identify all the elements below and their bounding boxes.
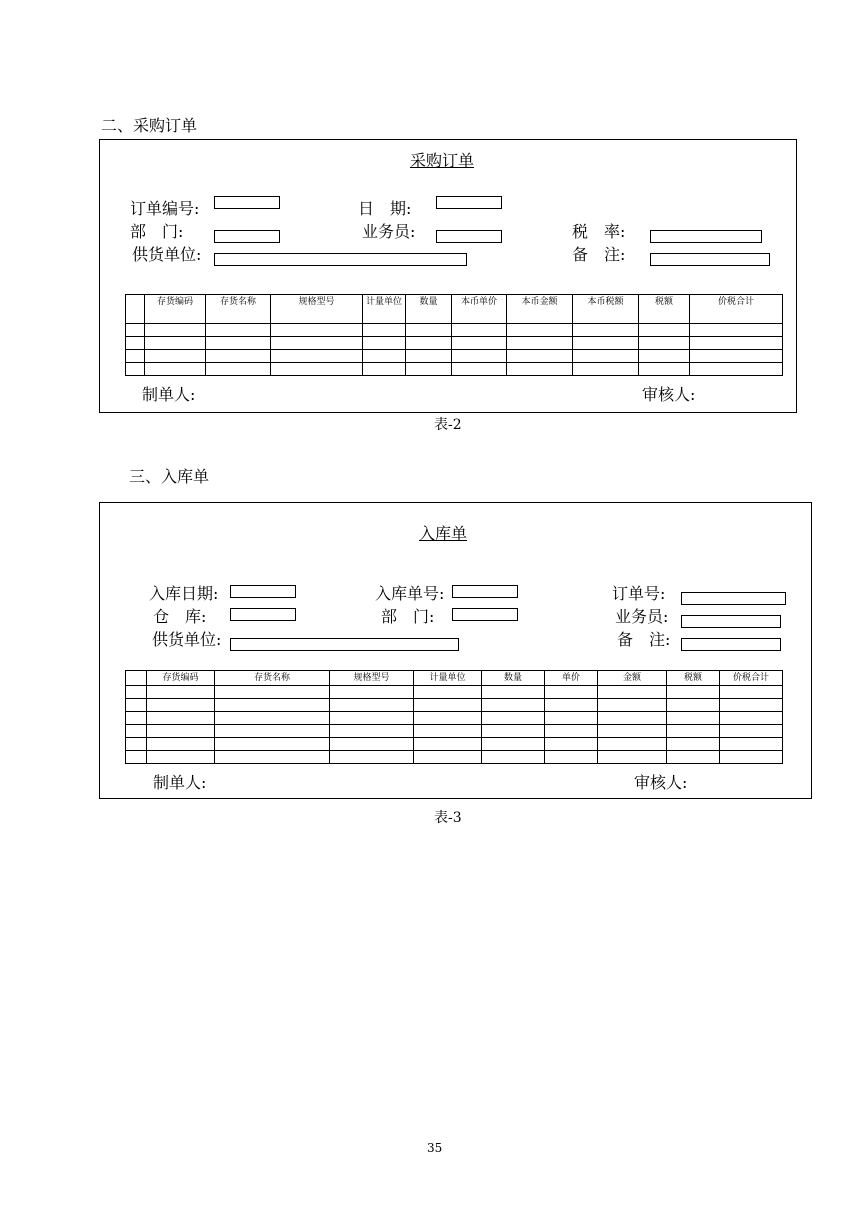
section-heading-warehouse-receipt: 三、入库单 (129, 467, 210, 486)
wr-reviewer-label: 审核人: (634, 773, 688, 792)
warehouse-receipt-table (125, 670, 783, 764)
table-cell[interactable] (545, 699, 598, 712)
table-cell[interactable] (482, 725, 545, 738)
table-cell[interactable] (126, 324, 145, 337)
table-cell[interactable] (330, 725, 414, 738)
table-cell[interactable] (720, 699, 783, 712)
table-cell[interactable] (363, 324, 406, 337)
table-cell[interactable] (720, 686, 783, 699)
table-cell[interactable] (206, 363, 271, 376)
in-no-field[interactable] (452, 585, 518, 598)
table-cell[interactable] (363, 363, 406, 376)
page-number: 35 (427, 1141, 443, 1155)
table-cell[interactable] (690, 363, 783, 376)
table-cell[interactable] (271, 324, 363, 337)
table-cell[interactable] (215, 699, 330, 712)
table-cell[interactable] (639, 324, 690, 337)
table-cell[interactable] (452, 324, 507, 337)
table-cell[interactable] (271, 337, 363, 350)
table-cell[interactable] (126, 751, 147, 764)
table-cell[interactable] (215, 751, 330, 764)
dept-field-3[interactable] (452, 608, 518, 621)
table-cell[interactable] (598, 686, 667, 699)
table-cell[interactable] (126, 363, 145, 376)
table-cell[interactable] (145, 363, 206, 376)
table-cell[interactable] (545, 751, 598, 764)
wr-col-item-name: 存货名称 (215, 671, 330, 686)
table-caption-2: 表-2 (434, 417, 462, 433)
table-cell[interactable] (507, 324, 573, 337)
table-cell[interactable] (330, 751, 414, 764)
salesperson-field-3[interactable] (681, 615, 781, 628)
wr-col-index (126, 671, 147, 686)
table-cell[interactable] (215, 738, 330, 751)
table-cell[interactable] (598, 751, 667, 764)
table-cell[interactable] (414, 686, 482, 699)
section-heading-purchase-order: 二、采购订单 (101, 116, 198, 135)
wr-col-item-code: 存货编码 (147, 671, 215, 686)
table-cell[interactable] (545, 686, 598, 699)
supplier-label-3: 供货单位: (152, 630, 222, 649)
table-row (126, 712, 783, 725)
table-cell[interactable] (206, 337, 271, 350)
salesperson-label-3: 业务员: (615, 607, 669, 626)
table-cell[interactable] (215, 686, 330, 699)
table-cell[interactable] (482, 699, 545, 712)
tax-rate-label: 税 率: (572, 222, 626, 241)
table-cell[interactable] (573, 324, 639, 337)
table-cell[interactable] (452, 337, 507, 350)
table-cell[interactable] (482, 712, 545, 725)
table-cell[interactable] (126, 337, 145, 350)
table-cell[interactable] (215, 712, 330, 725)
table-row (126, 725, 783, 738)
table-cell[interactable] (330, 712, 414, 725)
table-cell[interactable] (507, 363, 573, 376)
wr-col-tax: 税额 (667, 671, 720, 686)
purchase-order-title: 采购订单 (410, 151, 475, 170)
po-col-unit-price: 本币单价 (452, 295, 507, 324)
po-col-item-code: 存货编码 (145, 295, 206, 324)
remark-field-3[interactable] (681, 638, 781, 651)
wr-col-unit-price: 单价 (545, 671, 598, 686)
remark-field[interactable] (650, 253, 770, 266)
table-cell[interactable] (545, 725, 598, 738)
table-cell[interactable] (145, 324, 206, 337)
wr-col-total: 价税合计 (720, 671, 783, 686)
table-cell[interactable] (147, 712, 215, 725)
table-cell[interactable] (720, 751, 783, 764)
table-cell[interactable] (330, 686, 414, 699)
table-cell[interactable] (145, 337, 206, 350)
in-date-label: 入库日期: (149, 584, 219, 603)
table-row (126, 337, 783, 350)
in-date-field[interactable] (230, 585, 296, 598)
wr-col-spec: 规格型号 (330, 671, 414, 686)
po-col-unit: 计量单位 (363, 295, 406, 324)
po-col-tax: 税额 (639, 295, 690, 324)
salesperson-field[interactable] (436, 230, 502, 243)
table-cell[interactable] (639, 337, 690, 350)
po-col-total: 价税合计 (690, 295, 783, 324)
table-cell[interactable] (126, 686, 147, 699)
table-cell[interactable] (573, 363, 639, 376)
table-cell[interactable] (147, 699, 215, 712)
date-field[interactable] (436, 196, 502, 209)
table-cell[interactable] (414, 699, 482, 712)
table-cell[interactable] (406, 363, 452, 376)
po-col-qty: 数量 (406, 295, 452, 324)
table-cell[interactable] (690, 337, 783, 350)
table-cell[interactable] (573, 350, 639, 363)
wr-maker-label: 制单人: (153, 773, 207, 792)
table-cell[interactable] (720, 725, 783, 738)
table-cell[interactable] (126, 712, 147, 725)
table-cell[interactable] (363, 337, 406, 350)
table-cell[interactable] (414, 751, 482, 764)
table-cell[interactable] (452, 363, 507, 376)
po-col-local-tax: 本币税额 (573, 295, 639, 324)
in-no-label: 入库单号: (375, 584, 445, 603)
table-cell[interactable] (573, 337, 639, 350)
table-row (126, 738, 783, 751)
table-row (126, 363, 783, 376)
table-cell[interactable] (206, 350, 271, 363)
order-no-label: 订单编号: (130, 199, 200, 218)
table-cell[interactable] (667, 738, 720, 751)
purchase-order-table (125, 294, 783, 376)
table-cell[interactable] (126, 725, 147, 738)
table-row (126, 350, 783, 363)
table-cell[interactable] (667, 725, 720, 738)
order-no-field-3[interactable] (681, 592, 786, 605)
table-cell[interactable] (452, 350, 507, 363)
table-cell[interactable] (406, 350, 452, 363)
table-cell[interactable] (147, 686, 215, 699)
salesperson-label: 业务员: (362, 222, 416, 241)
table-cell[interactable] (507, 350, 573, 363)
table-cell[interactable] (667, 686, 720, 699)
table-row (126, 686, 783, 699)
dept-label-3: 部 门: (381, 607, 435, 626)
table-cell[interactable] (406, 324, 452, 337)
table-cell[interactable] (598, 725, 667, 738)
warehouse-field[interactable] (230, 608, 296, 621)
order-no-field[interactable] (214, 196, 280, 209)
table-row (126, 699, 783, 712)
supplier-field[interactable] (214, 253, 467, 266)
table-cell[interactable] (667, 751, 720, 764)
table-cell[interactable] (363, 350, 406, 363)
po-col-spec: 规格型号 (271, 295, 363, 324)
po-maker-label: 制单人: (142, 385, 196, 404)
table-cell[interactable] (215, 725, 330, 738)
table-cell[interactable] (206, 324, 271, 337)
table-cell[interactable] (639, 363, 690, 376)
table-cell[interactable] (667, 699, 720, 712)
table-cell[interactable] (126, 738, 147, 751)
po-reviewer-label: 审核人: (642, 385, 696, 404)
remark-label: 备 注: (572, 245, 626, 264)
table-cell[interactable] (507, 337, 573, 350)
table-cell[interactable] (414, 725, 482, 738)
supplier-field-3[interactable] (230, 638, 459, 651)
order-no-label-3: 订单号: (612, 584, 666, 603)
wr-col-amount: 金额 (598, 671, 667, 686)
table-cell[interactable] (598, 712, 667, 725)
table-cell[interactable] (482, 686, 545, 699)
supplier-label: 供货单位: (132, 245, 202, 264)
table-cell[interactable] (482, 751, 545, 764)
table-cell[interactable] (145, 350, 206, 363)
table-cell[interactable] (598, 699, 667, 712)
table-cell[interactable] (126, 350, 145, 363)
table-cell[interactable] (639, 350, 690, 363)
wr-col-unit: 计量单位 (414, 671, 482, 686)
table-row (126, 751, 783, 764)
remark-label-3: 备 注: (617, 630, 671, 649)
dept-label: 部 门: (130, 222, 184, 241)
table-cell[interactable] (271, 363, 363, 376)
table-cell[interactable] (690, 350, 783, 363)
table-cell[interactable] (330, 738, 414, 751)
table-cell[interactable] (147, 738, 215, 751)
table-cell[interactable] (667, 712, 720, 725)
wr-col-qty: 数量 (482, 671, 545, 686)
table-row (126, 324, 783, 337)
table-caption-3: 表-3 (434, 810, 462, 826)
table-cell[interactable] (126, 699, 147, 712)
table-cell[interactable] (720, 738, 783, 751)
po-col-index (126, 295, 145, 324)
table-cell[interactable] (147, 725, 215, 738)
date-label: 日 期: (358, 199, 412, 218)
warehouse-receipt-title: 入库单 (419, 524, 468, 543)
po-col-amount: 本币金额 (507, 295, 573, 324)
table-cell[interactable] (414, 738, 482, 751)
table-cell[interactable] (545, 712, 598, 725)
warehouse-label: 仓 库: (153, 607, 207, 626)
table-cell[interactable] (482, 738, 545, 751)
table-cell[interactable] (406, 337, 452, 350)
table-cell[interactable] (271, 350, 363, 363)
table-cell[interactable] (720, 712, 783, 725)
table-cell[interactable] (414, 712, 482, 725)
dept-field[interactable] (214, 230, 280, 243)
table-cell[interactable] (598, 738, 667, 751)
table-cell[interactable] (690, 324, 783, 337)
po-col-item-name: 存货名称 (206, 295, 271, 324)
tax-rate-field[interactable] (650, 230, 762, 243)
table-cell[interactable] (147, 751, 215, 764)
table-cell[interactable] (330, 699, 414, 712)
table-cell[interactable] (545, 738, 598, 751)
